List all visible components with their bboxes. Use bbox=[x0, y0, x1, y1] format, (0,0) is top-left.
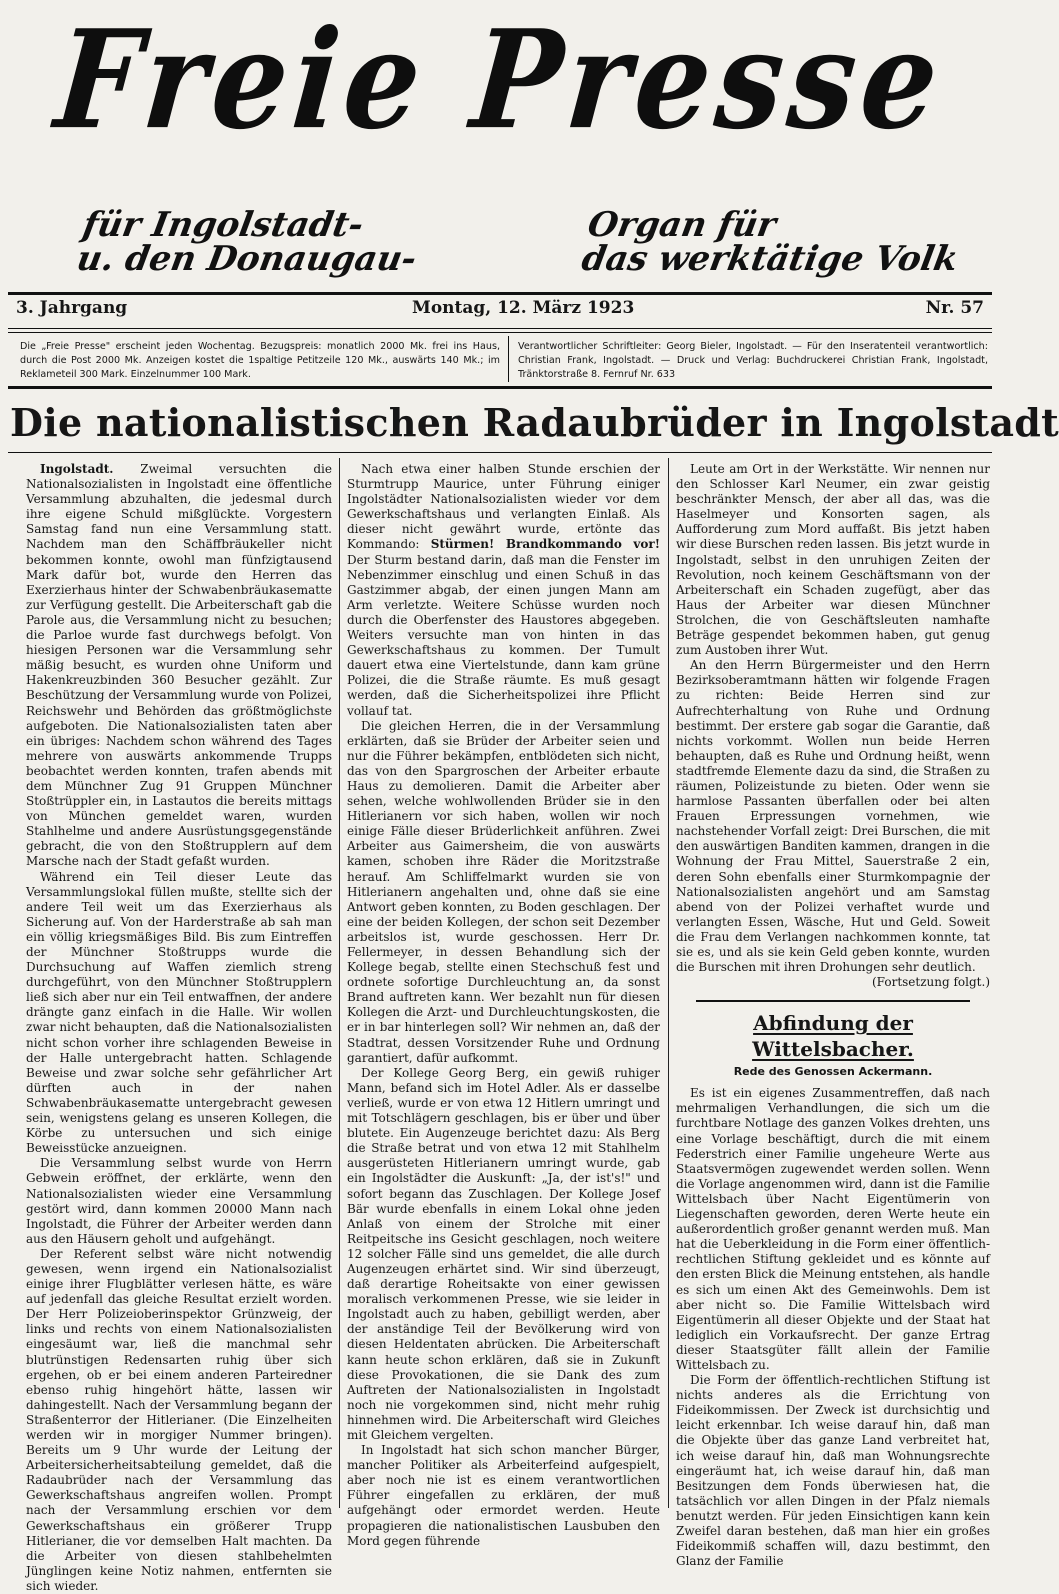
article-separator bbox=[696, 1000, 970, 1002]
continuation-note: (Fortsetzung folgt.) bbox=[872, 975, 990, 990]
rule-dateline-bottom-2 bbox=[8, 332, 992, 333]
article-column-3 bbox=[676, 462, 990, 1569]
subtitle-left-line-2: u. den Donaugau- bbox=[73, 239, 420, 279]
subtitle-left-line-1: für Ingolstadt- bbox=[79, 205, 367, 245]
subscription-info: Die „Freie Presse" erscheint jeden Wochentag. Bezugspreis: monatlich 2000 Mk. frei ins Haus, durch die Post 2000 Mk. Anzeigen kostet die 1spaltige Petitzeile 120 Mk., auswärts 140 Mk.; im Reklameteil 300 Mark. Einzelnummer 100 Mark. bbox=[20, 341, 500, 380]
paragraph: Der Referent selbst wäre nicht notwendig gewesen, wenn irgend ein Nationalsozialist einige ihrer Flugblätter verlesen hätte, es wäre auf jedenfall das gleiche Resultat erzielt worden. Der Herr Polizeioberinspektor Grünzweig, der links und rechts von einem Nationalsozialisten eingesäumt war, ließ die manchmal sehr blutrünstigen Redensarten ruhig über sich ergehen, ob er bei einem anderen Parteiredner ebenso ruhig hingehört hätte, lassen wir dahingestellt. Nach der Versammlung begann der Straßenterror der Hitlerianer. (Die Einzelheiten werden wir in morgiger Nummer bringen). Bereits um 9 Uhr wurde der Leitung der Arbeitersicherheitsabteilung gemeldet, daß die Radaubrüder nach der Versammlung das Gewerkschaftshaus angreifen wollen. Prompt nach der Versammlung erschien vor dem Gewerkschaftshaus ein größerer Trupp Hitlerianer, die vor demselben Halt machten. Da die Arbeiter von diesen stahlbehelmten Jünglingen keine Notiz nahmen, entfernten sie sich wieder. bbox=[26, 1246, 332, 1593]
subtitle-right bbox=[578, 205, 966, 280]
article-column-1 bbox=[26, 462, 332, 1593]
main-headline: Die nationalistischen Radaubrüder in Ingolstadt bbox=[10, 400, 1059, 445]
sub-article-byline: Rede des Genossen Ackermann. bbox=[733, 1065, 933, 1079]
paragraph-text: Nach etwa einer halben Stunde erschien der Sturmtrupp Maurice, unter Führung einiger Ingolstädter Nationalsozialisten wieder vor dem Gewerkschaftshaus und verlangten Einlaß. Als dieser nicht gewährt wurde, ertönte das Kommando: bbox=[347, 462, 660, 552]
issue-number: Nr. 57 bbox=[925, 298, 984, 318]
paragraph: Es ist ein eigenes Zusammentreffen, daß nach mehrmaligen Verhandlungen, die sich um die furchtbare Notlage des ganzen Volkes drehten, uns eine Vorlage beschäftigt, durch die mit einem Federstrich einer Familie ungeheure Werte aus Staatsvermögen zugewendet werden sollen. Wenn die Vorlage angenommen wird, dann ist die Familie Wittelsbach über Nacht Eigentümerin von Liegenschaften geworden, deren Werte heute ein außerordentlich großer genannt werden muß. Man hat die Ueberkleidung in die Form einer öffentlich-rechtlichen Stiftung gekleidet und es könnte auf den ersten Blick die Meinung entstehen, als handle es sich um einen Akt des Gemeinwohls. Dem ist aber nicht so. Die Familie Wittelsbach wird Eigentümerin all dieser Objekte und der Staat hat lediglich ein Vorkaufsrecht. Der ganze Ertrag dieser Staatsgüter fällt allein der Familie Wittelsbach zu. bbox=[676, 1086, 990, 1372]
paragraph-text: Zweimal versuchten die Nationalsozialisten in Ingolstadt eine öffentliche Versammlung abzuhalten, die jedesmal durch ihre eigene Schuld mißglückte. Vorgestern Samstag fand nun eine Versammlung statt. Nachdem man den Schäffbräukeller nicht bekommen konnte, owohl man fünfzigtausend Mark dafür bot, wurde den Herren das Exerzierhaus hinter der Schwabenbräukasematte zur Verfügung gestellt. Die Arbeiterschaft gab die Parole aus, die Versammlung nicht zu besuchen; die Parloe wurde fast durchwegs befolgt. Von hiesigen Personen war die Versammlung sehr mäßig besucht, es wurden ohne Uniform und Hakenkreuzbinden 360 Besucher gezählt. Zur Beschützung der Versammlung wurde von Polizei, Reichswehr und Behörden das größtmöglichste aufgeboten. Die Nationalsozialisten taten aber ein übriges: Nachdem schon während des Tages mehrere von auswärts ankommende Trupps beobachtet werden konnten, trafen abends mit dem Münchner Zug 91 Gruppen Münchner Stoßtrüppler ein, in Lastautos die bereits mittags von München gemeldet waren, wurden Stahlhelme und andere Ausrüstungsgegenstände gebracht, die von den Stoßtrupplern auf dem Marsche nach der Stadt gefaßt wurden. bbox=[26, 462, 332, 869]
masthead-subtitle bbox=[60, 205, 961, 280]
command-text: Stürmen! Brandkommando vor! bbox=[430, 537, 660, 552]
paragraph: Die gleichen Herren, die in der Versammlung erklärten, daß sie Brüder der Arbeiter seien und nur die Führer bekämpfen, entblödeten sich nicht, das von den Spargroschen der Arbeiter erbaute Haus zu demolieren. Damit die Arbeiter aber sehen, welche wohlwollenden Brüder sie in den Hitlerianern vor sich haben, wollen wir noch einige Fälle dieser Brüderlichkeit anführen. Zwei Arbeiter aus Gaimersheim, die von auswärts kamen, schoben ihre Räder die Moritzstraße herauf. Am Schliffelmarkt wurden sie von Hitlerianern angehalten und, ohne daß sie eine Antwort geben konnten, zu Boden geschlagen. Der eine der beiden Kollegen, der schon seit Dezember arbeitslos ist, wurde geschossen. Herr Dr. Fellermeyer, in dessen Behandlung sich der Kollege begab, stellte einen Stechschuß fest und ordnete sofortige Durchleuchtung an, da sonst Brand auftreten kann. Wer bezahlt nun für diesen Kollegen die Arzt- und Durchleuchtungskosten, die er in bar hinterlegen soll? Wir nehmen an, daß der Stadtrat, dessen Vorsitzender Ruhe und Ordnung garantiert, dafür aufkommt. bbox=[347, 718, 660, 1065]
paragraph: Der Kollege Georg Berg, ein gewiß ruhiger Mann, befand sich im Hotel Adler. Als er dasselbe verließ, wurde er von etwa 12 Hitlern umringt und mit Totschlägern geschlagen, bis er über und über blutete. Ein Augenzeuge berichtet dazu: Als Berg die Straße betrat und von etwa 12 mit Stahlhelm ausgerüsteten Hitlerianern umringt wurde, gab ein Ingolstädter die Auskunft: „Ja, der ist's!" und sofort begann das Zuschlagen. Der Kollege Josef Bär wurde ebenfalls in einem Lokal ohne jeden Anlaß von einem der Strolche mit einer Reitpeitsche ins Gesicht geschlagen, noch weitere 12 solcher Fälle sind uns gemeldet, die alle durch Augenzeugen erhärtet sind. Wir sind überzeugt, daß derartige Roheitsakte von einer gewissen moralisch verkommenen Presse, wie sie leider in Ingolstadt auch zu haben, gebilligt werden, aber der anständige Teil der Bevölkerung wird von diesen Heldentaten abrücken. Die Arbeiterschaft kann heute schon erklären, daß sie in Zukunft diese Provokationen, die sie Dank des zum Auftreten der Nationalsozialisten in Ingolstadt noch nie vorgekommen sind, nicht mehr ruhig hinnehmen wird. Die Arbeiterschaft wird Gleiches mit Gleichem vergelten. bbox=[347, 1065, 660, 1442]
masthead bbox=[20, 0, 980, 160]
dateline bbox=[12, 298, 988, 322]
subtitle-left bbox=[54, 205, 425, 280]
issue-date: Montag, 12. März 1923 bbox=[412, 298, 635, 318]
article-column-2 bbox=[347, 462, 660, 1548]
rule-dateline-bottom bbox=[8, 328, 992, 329]
rule-headline-bottom bbox=[8, 452, 992, 453]
sub-article-title: Abfindung der Wittelsbacher. bbox=[752, 1011, 914, 1062]
rule-top bbox=[8, 292, 992, 295]
masthead-title: Freie Presse bbox=[49, 0, 951, 160]
volume-label: 3. Jahrgang bbox=[16, 298, 128, 318]
dateline-place: Ingolstadt. bbox=[40, 462, 114, 476]
column-divider-2 bbox=[668, 458, 669, 1508]
rule-info-bottom bbox=[8, 386, 992, 389]
paragraph: Während ein Teil dieser Leute das Versammlungslokal füllen mußte, stellte sich der andere Teil weit um das Exerzierhaus als Sicherung auf. Von der Harderstraße ab sah man ein völlig kriegsmäßiges Bild. Bis zum Eintreffen der Münchner Stoßtrupps wurde die Durchsuchung auf Waffen ziemlich streng durchgeführt, von den Münchner Stoßtrupplern ließ sich aber nur ein Teil entwaffnen, der andere drängte ganz einfach in die Halle. Wir wollen zwar nicht behaupten, daß die Nationalsozialisten nicht schon vorher ihre schlagenden Beweise in der Halle untergebracht hatten. Schlagende Beweise und zwar solche sehr gefährlicher Art dürften auch in der nahen Schwabenbräukasematte untergebracht gewesen sein, wenigstens gelang es unseren Kollegen, die Körbe zu untersuchen und sich einige Beweisstücke anzueignen. bbox=[26, 869, 332, 1156]
paragraph: An den Herrn Bürgermeister und den Herrn Bezirksoberamtmann hätten wir folgende Fragen zu richten: Beide Herren sind zur Aufrechterhaltung von Ruhe und Ordnung bestimmt. Der erstere gab sogar die Garantie, daß nichts vorkommt. Wollen nun beide Herren behaupten, daß es Ruhe und Ordnung heißt, wenn stadtfremde Elemente dazu da sind, die Straßen zu räumen, Polizeistunde zu bieten. Oder wenn sie harmlose Passanten überfallen oder bei alten Frauen Erpressungen vornehmen, wie nachstehender Vorfall zeigt: Drei Burschen, die mit den auswärtigen Banditen kammen, drangen in die Wohnung der Frau Mittel, Sauerstraße 2 ein, deren Sohn ebenfalls einer Sturmkompagnie der Nationalsozialisten angehört und am Samstag abend von der Polizei verhaftet wurde und verlangten Essen, Wäsche, Hut und Geld. Soweit die Frau dem Verlangen nachkommen konnte, tat sie es, und als sie kein Geld geben konnte, wurden die Burschen mit ihren Drohungen sehr deutlich. bbox=[676, 658, 990, 975]
publication-info bbox=[12, 340, 988, 382]
paragraph: Die Versammlung selbst wurde von Herrn Gebwein eröffnet, der erklärte, wenn den Nationalsozialisten wieder eine Versammlung gestört wird, dann kommen 20000 Mann nach Ingolstadt, die Führer der Arbeiter werden dann aus den Häusern geholt und aufgehängt. bbox=[26, 1156, 332, 1246]
paragraph: Die Form der öffentlich-rechtlichen Stiftung ist nichts anderes als die Errichtung von Fideikommissen. Der Zweck ist durchsichtig und leicht erkennbar. Ich weise darauf hin, daß man die Objekte über das ganze Land verbreitet hat, ich weise darauf hin, daß man Wohnungsrechte eingeräumt hat, ich weise darauf hin, daß man Besitzungen dem Fonds überwiesen hat, die tatsächlich vor allen Dingen in der Pfalz niemals benutzt werden. Für jeden Einsichtigen kann kein Zweifel daran bestehen, daß man hier ein großes Fideikommiß schaffen will, dazu bestimmt, den Glanz der Familie bbox=[676, 1373, 990, 1569]
paragraph: Leute am Ort in der Werkstätte. Wir nennen nur den Schlosser Karl Neumer, ein zwar geistig beschränkter Mensch, der aber all das, was die Haselmeyer und Konsorten sagen, als Aufforderung zum Mord auffaßt. Bis jetzt haben wir diese Burschen reden lassen. Bis jetzt wurde in Ingolstadt, selbst in den unruhigen Zeiten der Revolution, noch keinem Geschäftsmann von der Arbeiterschaft ein Schaden zugefügt, aber das Haus der Arbeiter war diesen Münchner Strolchen, die von Geschäftsleuten namhafte Beträge gespendet bekommen haben, gut genug zum Austoben ihrer Wut. bbox=[676, 462, 990, 658]
paragraph-text: Der Sturm bestand darin, daß man die Fenster im Nebenzimmer einschlug und einen Schuß in das Gastzimmer abgab, der einen jungen Mann am Arm verletzte. Weitere Schüsse wurden noch durch die Oberfenster des Haustores abgegeben. Weiters versuchte man von hinten in das Gewerkschaftshaus zu kommen. Der Tumult dauert etwa eine Viertelstunde, dann kam grüne Polizei, die die Straße räumte. Es muß gesagt werden, daß die Sicherheitspolizei ihre Pflicht vollauf tat. bbox=[347, 552, 660, 718]
info-divider bbox=[508, 336, 509, 382]
column-divider-1 bbox=[339, 458, 340, 1508]
subtitle-right-line-2: das werktätige Volk bbox=[578, 239, 961, 279]
subtitle-right-line-1: Organ für bbox=[584, 205, 779, 245]
paragraph: In Ingolstadt hat sich schon mancher Bürger, mancher Politiker als Arbeiterfeind aufgespielt, aber noch nie ist es einem verantwortlichen Führer eingefallen zu erklären, der muß aufgehängt oder ermordet werden. Heute propagieren die nationalistischen Lausbuben den Mord gegen führende bbox=[347, 1443, 660, 1548]
paragraph bbox=[26, 462, 332, 870]
paragraph bbox=[347, 462, 660, 719]
editorial-info: Verantwortlicher Schriftleiter: Georg Bieler, Ingolstadt. — Für den Inseratenteil verantwortlich: Christian Frank, Ingolstadt. — Druck und Verlag: Buchdruckerei Christian Frank, Ingolstadt, Tränktorstraße 8. Fernruf Nr. 633 bbox=[518, 341, 988, 380]
